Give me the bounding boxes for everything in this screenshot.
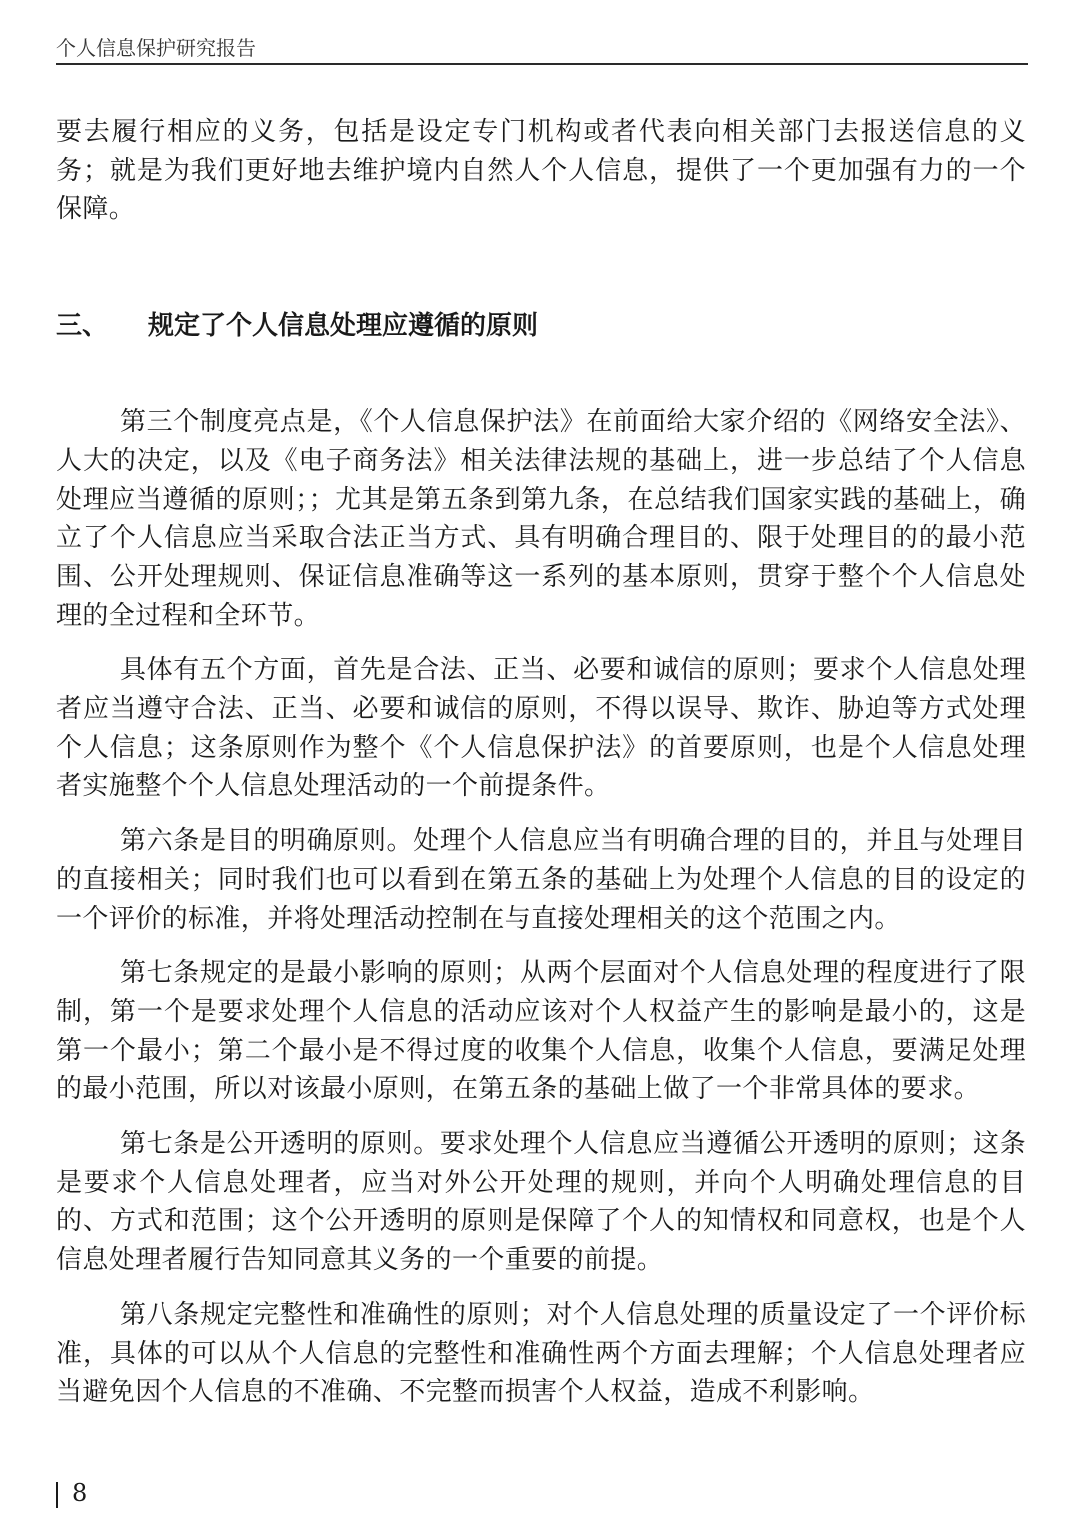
- footer-bar: [56, 1482, 58, 1508]
- page-number: 8: [72, 1479, 88, 1507]
- body-paragraph: 第七条是公开透明的原则。要求处理个人信息应当遵循公开透明的原则；这条是要求个人信息处理者，应当对外公开处理的规则，并向个人明确处理信息的目的、方式和范围；这个公开透明的原则是保障了个人的知情权和同意权，也是个人信息处理者履行告知同意其义务的一个重要的前提。: [56, 1129, 1026, 1276]
- body-paragraph: 第七条规定的是最小影响的原则；从两个层面对个人信息处理的程度进行了限制，第一个是要求处理个人信息的活动应该对个人权益产生的影响是最小的，这是第一个最小；第二个最小是不得过度的收集个人信息，收集个人信息，要满足处理的最小范围，所以对该最小原则，在第五条的基础上做了一个非常具体的要求。: [56, 958, 1026, 1105]
- section-heading: [56, 309, 1026, 343]
- header-divider: [56, 63, 1028, 65]
- body-paragraph: 第六条是目的明确原则。处理个人信息应当有明确合理的目的，并且与处理目的直接相关；同时我们也可以看到在第五条的基础上为处理个人信息的目的设定的一个评价的标准，并将处理活动控制在与直接处理相关的这个范围之内。: [56, 826, 1026, 934]
- body-paragraph: 具体有五个方面，首先是合法、正当、必要和诚信的原则；要求个人信息处理者应当遵守合法、正当、必要和诚信的原则，不得以误导、欺诈、胁迫等方式处理个人信息；这条原则作为整个《个人信息保护法》的首要原则，也是个人信息处理者实施整个个人信息处理活动的一个前提条件。: [56, 655, 1026, 802]
- page-body: [56, 113, 1026, 1412]
- page-footer: [56, 1478, 87, 1508]
- running-header: 个人信息保护研究报告: [56, 36, 256, 60]
- section-number: 三、: [56, 311, 109, 342]
- section-title: 规定了个人信息处理应遵循的原则: [148, 311, 539, 342]
- intro-paragraph: 要去履行相应的义务，包括是设定专门机构或者代表向相关部门去报送信息的义务；就是为我们更好地去维护境内自然人个人信息，提供了一个更加强有力的一个保障。: [56, 117, 1026, 225]
- body-paragraph: 第八条规定完整性和准确性的原则；对个人信息处理的质量设定了一个评价标准，具体的可以从个人信息的完整性和准确性两个方面去理解；个人信息处理者应当避免因个人信息的不准确、不完整而损害个人权益，造成不利影响。: [56, 1299, 1026, 1408]
- body-paragraph: 第三个制度亮点是，《个人信息保护法》在前面给大家介绍的《网络安全法》、人大的决定，以及《电子商务法》相关法律法规的基础上，进一步总结了个人信息处理应当遵循的原则；；尤其是第五条到第九条，在总结我们国家实践的基础上，确立了个人信息应当采取合法正当方式、具有明确合理目的、限于处理目的的最小范围、公开处理规则、保证信息准确等这一系列的基本原则，贯穿于整个个人信息处理的全过程和全环节。: [56, 407, 1026, 631]
